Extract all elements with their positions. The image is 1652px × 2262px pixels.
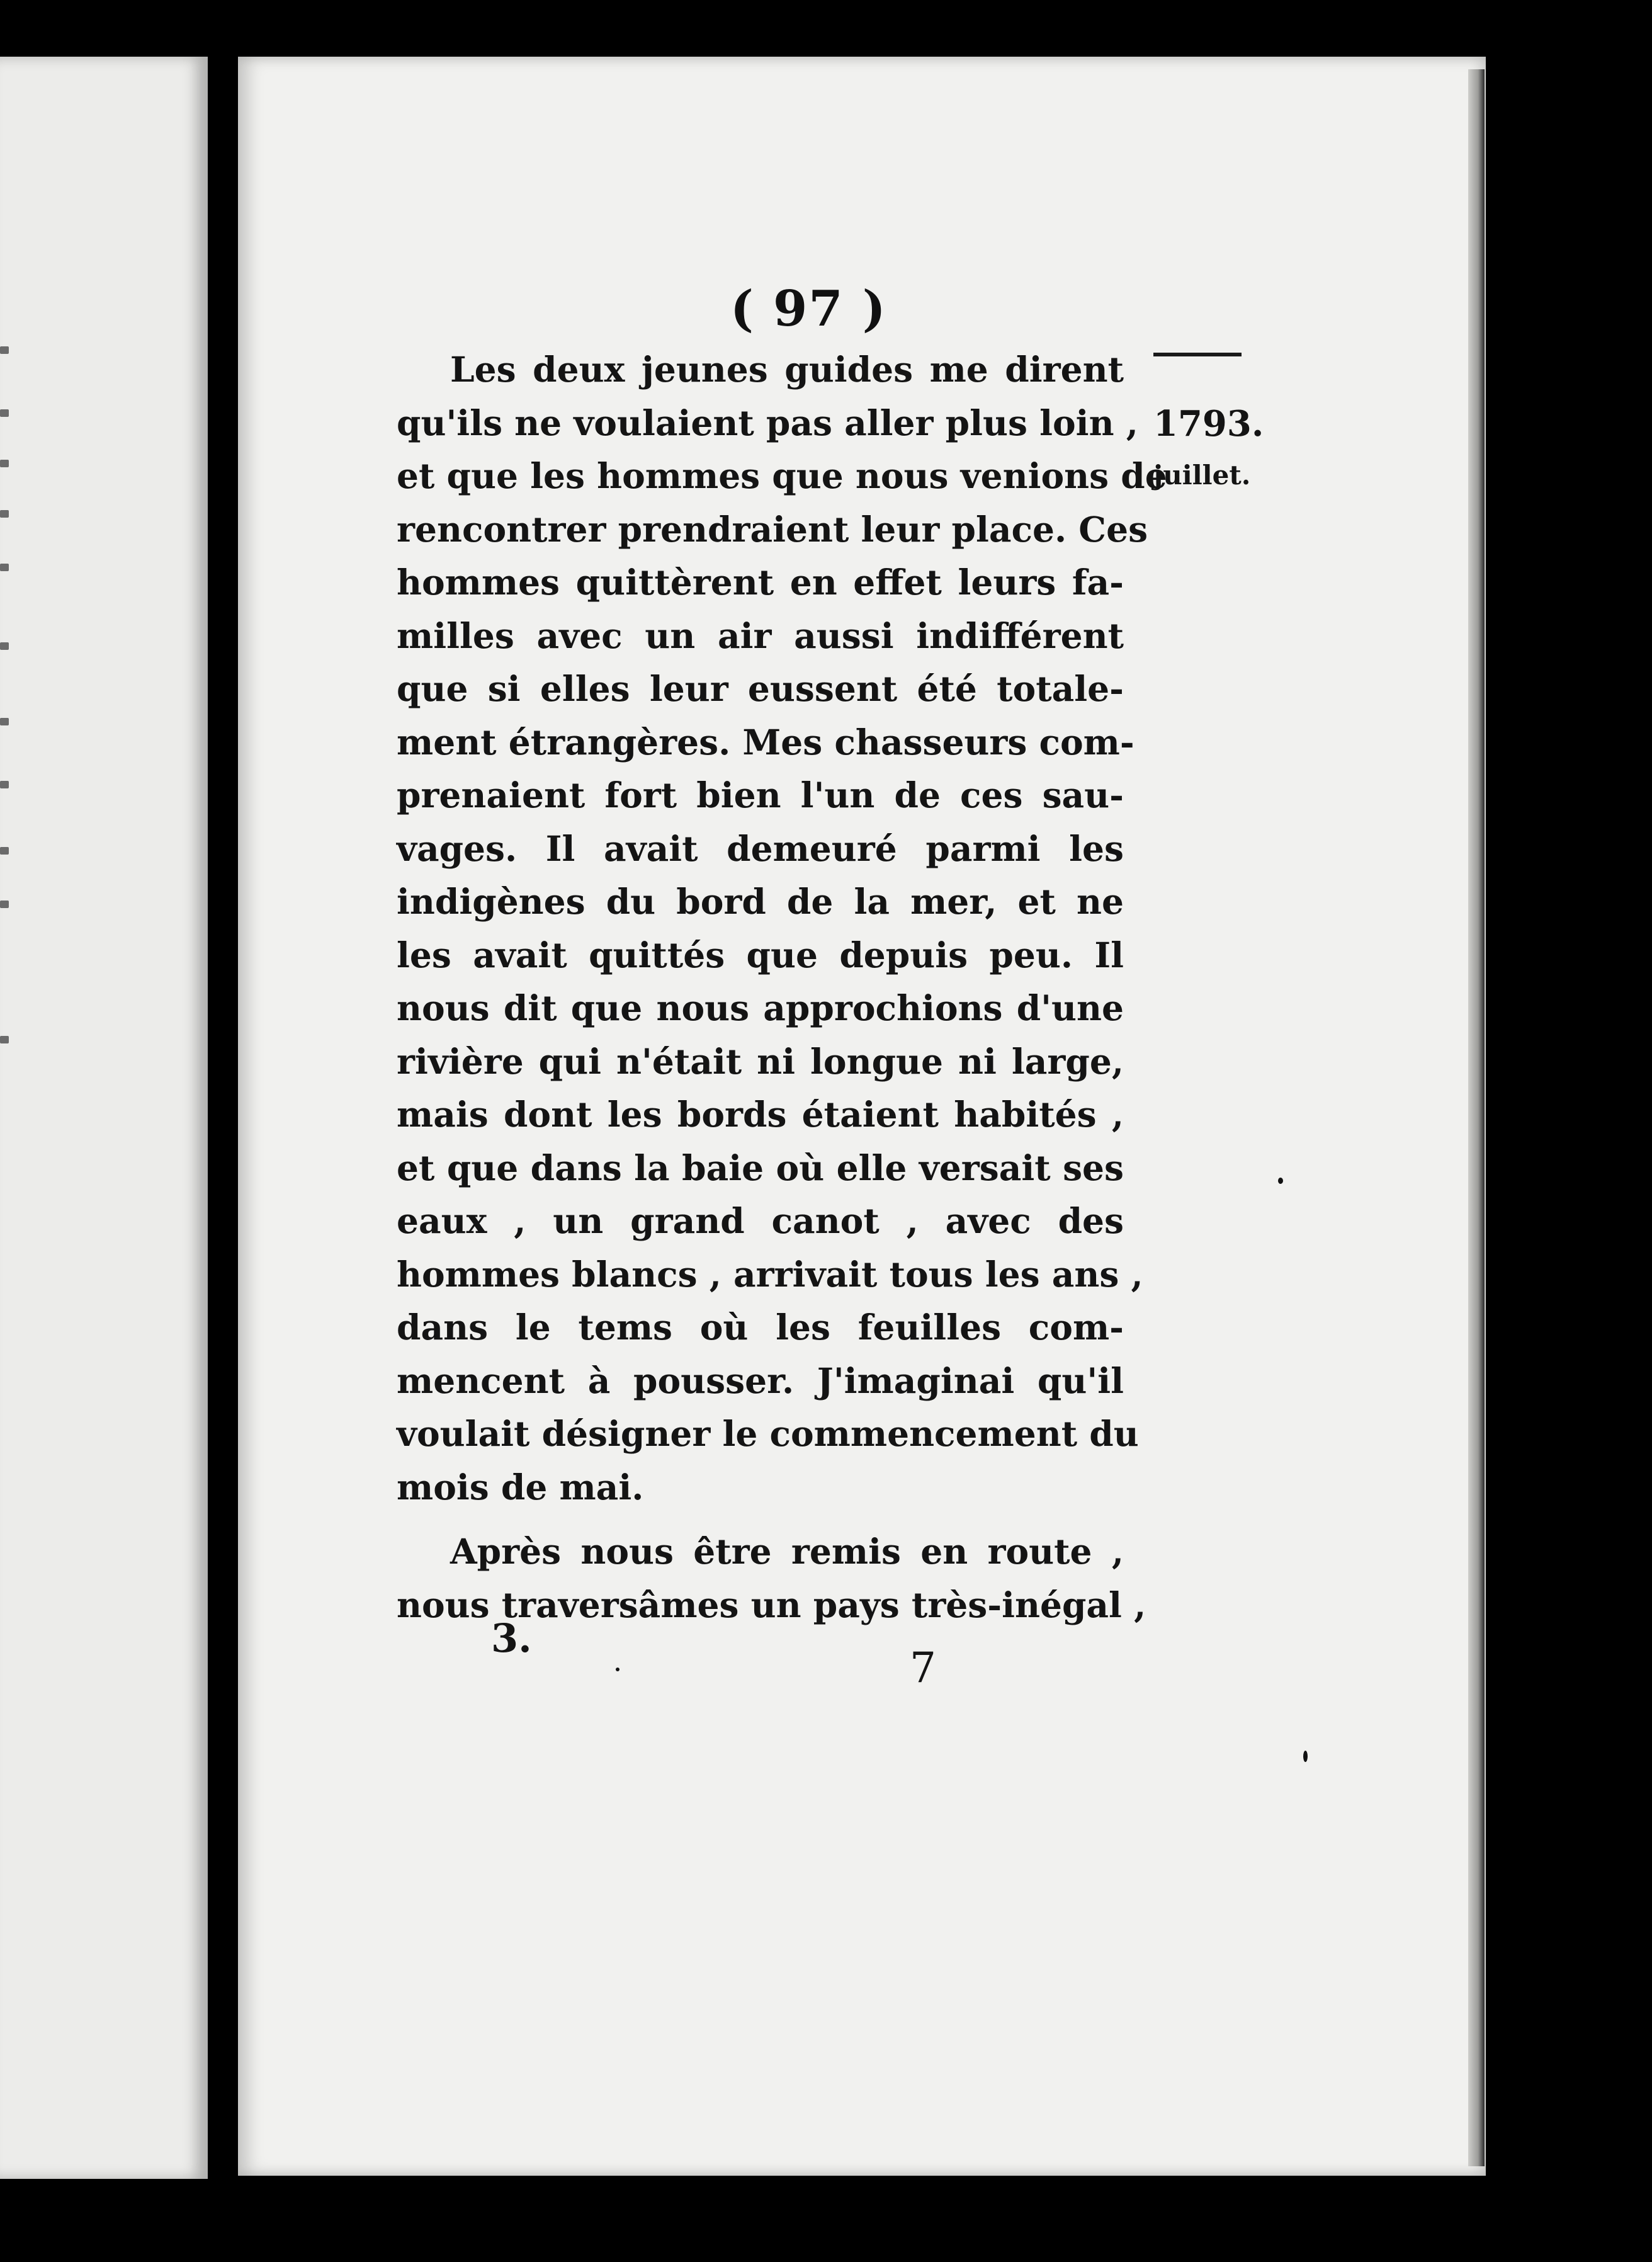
bleed-mark bbox=[0, 346, 9, 354]
text-line: nous dit que nous approchions d'une bbox=[397, 987, 1124, 1028]
text-line: milles avec un air aussi indifférent bbox=[397, 615, 1124, 656]
text-line: que si elles leur eussent été totale- bbox=[397, 668, 1124, 709]
bleed-mark bbox=[0, 460, 9, 467]
bleed-mark bbox=[0, 642, 9, 650]
margin-year: 1793. bbox=[1153, 403, 1264, 445]
text-line: eaux , un grand canot , avec des bbox=[397, 1200, 1124, 1241]
bleed-mark bbox=[0, 901, 9, 908]
text-line: prenaient fort bien l'un de ces sau- bbox=[397, 775, 1124, 816]
text-line: vages. Il avait demeuré parmi les bbox=[397, 827, 1124, 869]
page-fore-edge bbox=[1468, 69, 1485, 2166]
margin-rule bbox=[1153, 353, 1242, 356]
text-line: et que les hommes que nous venions de bbox=[397, 455, 1167, 496]
text-line: dans le tems où les feuilles com- bbox=[397, 1307, 1124, 1348]
ink-speck bbox=[1303, 1751, 1308, 1762]
text-line: hommes blancs , arrivait tous les ans , bbox=[397, 1253, 1143, 1295]
bleed-mark bbox=[0, 564, 9, 571]
text-line: mois de mai. bbox=[397, 1466, 644, 1508]
text-line: rivière qui n'était ni longue ni large, bbox=[397, 1040, 1124, 1082]
text-line: hommes quittèrent en effet leurs fa- bbox=[397, 562, 1124, 603]
bleed-mark bbox=[0, 718, 9, 725]
signature-mark: 3. bbox=[491, 1615, 532, 1661]
text-line: qu'ils ne voulaient pas aller plus loin , bbox=[397, 402, 1138, 443]
text-line: ment étrangères. Mes chasseurs com- bbox=[397, 721, 1134, 763]
text-line: mais dont les bords étaient habités , bbox=[397, 1094, 1124, 1135]
text-line: indigènes du bord de la mer, et ne bbox=[397, 881, 1124, 922]
text-line: rencontrer prendraient leur place. Ces bbox=[397, 508, 1148, 550]
bleed-mark bbox=[0, 1036, 9, 1043]
ink-speck bbox=[616, 1668, 620, 1671]
bleed-mark bbox=[0, 510, 9, 518]
text-line: Les deux jeunes guides me dirent bbox=[450, 349, 1124, 390]
left-page-edge bbox=[0, 57, 208, 2179]
bleed-mark bbox=[0, 409, 9, 417]
body-text bbox=[397, 343, 1167, 1632]
text-line: mencent à pousser. J'imaginai qu'il bbox=[397, 1360, 1124, 1401]
bleed-mark bbox=[0, 781, 9, 788]
ink-speck bbox=[1278, 1178, 1283, 1184]
margin-month: juillet. bbox=[1153, 460, 1251, 491]
text-line: Après nous être remis en route , bbox=[450, 1531, 1124, 1572]
page-number: ( 97 ) bbox=[730, 280, 887, 338]
text-line: et que dans la baie où elle versait ses bbox=[397, 1147, 1124, 1188]
text-line: nous traversâmes un pays très-inégal , bbox=[397, 1584, 1146, 1625]
text-line: voulait désigner le commencement du bbox=[397, 1413, 1139, 1454]
text-line: les avait quittés que depuis peu. Il bbox=[397, 934, 1124, 975]
bleed-mark bbox=[0, 847, 9, 855]
gathering-number: 7 bbox=[910, 1644, 936, 1692]
